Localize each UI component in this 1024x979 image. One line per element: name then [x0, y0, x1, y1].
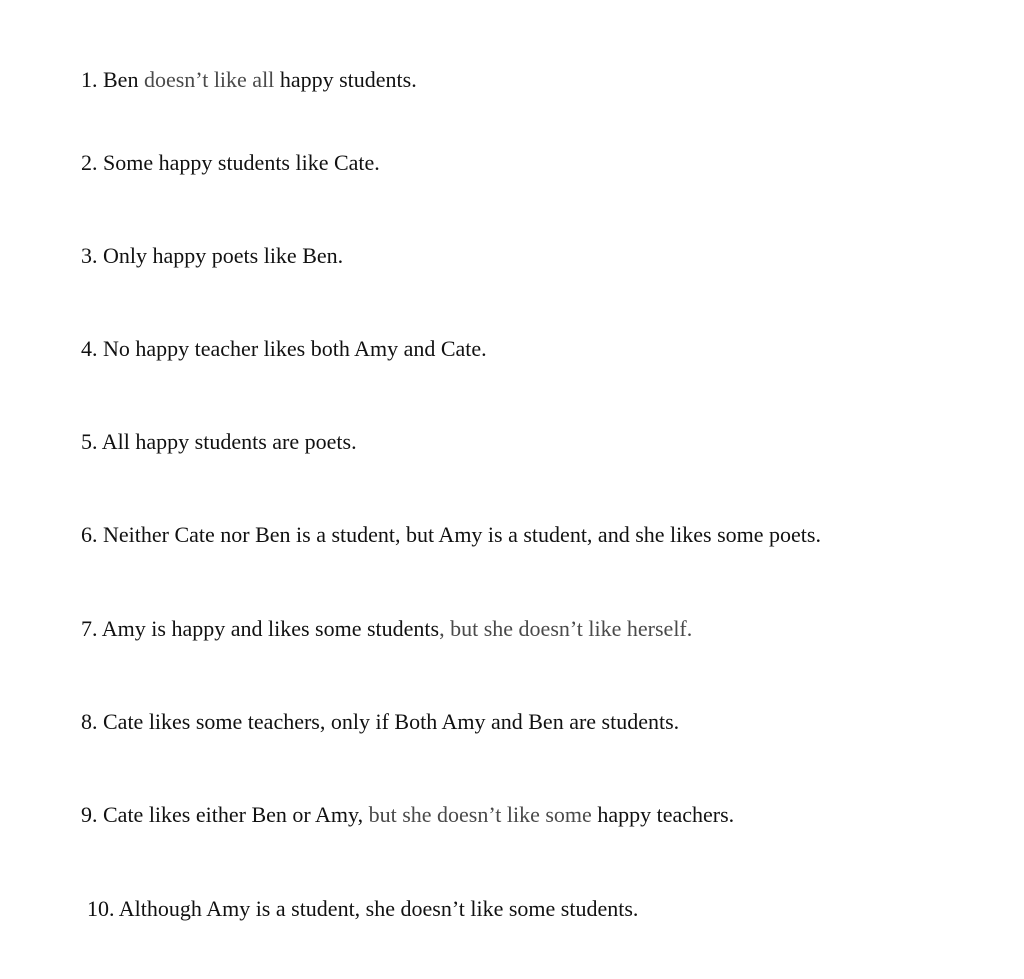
sentence-text: happy teachers.	[591, 802, 735, 827]
sentence-text: happy students.	[274, 67, 417, 92]
sentence-text-muted: , but she doesn’t like herself.	[439, 616, 693, 641]
sentence-number: 3.	[81, 243, 98, 268]
sentence-text: Amy is happy and likes some students	[101, 616, 440, 641]
sentence-text: Only happy poets like Ben.	[103, 243, 344, 268]
sentence-number: 6.	[81, 522, 98, 547]
sentence-text: All happy students are poets.	[101, 429, 357, 454]
sentence-number: 5.	[81, 429, 98, 454]
sentence-5	[81, 428, 357, 456]
sentence-7	[81, 615, 692, 643]
sentence-number: 1.	[81, 67, 98, 92]
sentence-text: Some happy students like Cate.	[103, 150, 380, 175]
sentence-text-muted: but she doesn’t like some	[368, 802, 592, 827]
sentence-2	[81, 149, 380, 177]
sentence-text: Although Amy is a student, she doesn’t like some students.	[118, 896, 639, 921]
sentence-number: 9.	[81, 802, 98, 827]
sentence-10	[87, 895, 638, 923]
sentence-4	[81, 335, 487, 363]
sentence-number: 2.	[81, 150, 98, 175]
sentence-text-muted: doesn’t like all	[143, 67, 275, 92]
sentence-text: Cate likes some teachers, only if Both Amy and Ben are students.	[103, 709, 680, 734]
sentence-8	[81, 708, 679, 736]
sentence-text: Ben	[103, 67, 144, 92]
sentence-number: 10.	[87, 896, 115, 921]
sentence-number: 8.	[81, 709, 98, 734]
sentence-9	[81, 801, 734, 829]
sentence-text: No happy teacher likes both Amy and Cate.	[103, 336, 487, 361]
sentence-text: Neither Cate nor Ben is a student, but Amy is a student, and she likes some poets.	[103, 522, 821, 547]
sentence-6	[81, 521, 821, 549]
sentence-number: 4.	[81, 336, 98, 361]
sentence-1	[81, 66, 417, 94]
sentence-text: Cate likes either Ben or Amy,	[103, 802, 369, 827]
sentence-3	[81, 242, 343, 270]
sentence-number: 7.	[81, 616, 98, 641]
